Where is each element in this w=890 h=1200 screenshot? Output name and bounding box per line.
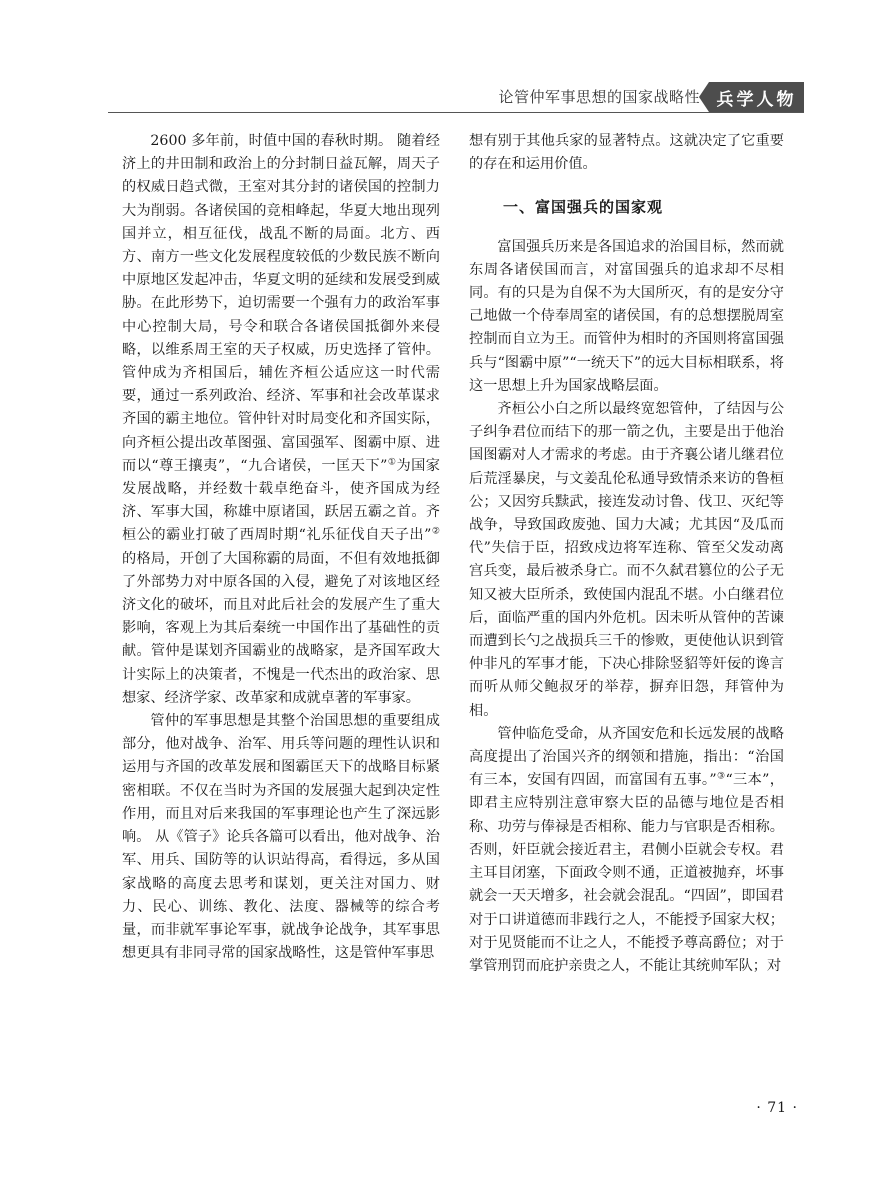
page-number: · 71 · xyxy=(756,1100,798,1116)
section-heading: 一、富国强兵的国家观 xyxy=(503,198,664,217)
header-rule xyxy=(108,112,804,113)
paragraph-continuation: 想有别于其他兵家的显著特点。这就决定了它重要的存在和运用价值。 xyxy=(469,133,784,173)
paragraph-text: 管仲临危受命，从齐国安危和长远发展的战略高度提出了治国兴齐的纲领和措施，指出：“治国有三本，安国有四固，而富国有五事。” xyxy=(469,725,784,789)
left-column xyxy=(122,130,440,965)
paragraph-text: 为国家发展战略，并经数十载卓绝奋斗，使齐国成为经济、军事大国，称雄中原诸国，跃居五霸之首。齐桓公的霸业打破了西周时期“礼乐征伐自天子出” xyxy=(122,457,440,544)
paragraph: 管仲的军事思想是其整个治国思想的重要组成部分，他对战争、治军、用兵等问题的理性认识和运用与齐国的改革发展和图霸匡天下的战略目标紧密相联。不仅在当时为齐国的发展强大起到决定性作用，而且对后来我国的军事理论也产生了深远影响。 从《管子》论兵各篇可以看出，他对战争、治军、用兵、国防等的认识站得高，看得远，多从国家战略的高度去思考和谋划，更关注对国力、财力、民心、训练、教化、法度、器械等的综合考量，而非就军事论军事，就战争论战争，其军事思想更具有非同寻常的国家战略性，这是管仲军事思 xyxy=(122,713,440,962)
footnote-ref: ① xyxy=(387,457,397,468)
paragraph: 富国强兵历来是各国追求的治国目标，然而就东周各诸侯国而言，对富国强兵的追求却不尽相同。有的只是为自保不为大国所灭，有的是安分守己地做一个侍奉周室的诸侯国，有的总想摆脱周室控制而自立为王。而管仲为相时的齐国则将富国强兵与“图霸中原”“一统天下”的远大目标相联系，将这一思想上升为国家战略层面。 xyxy=(469,238,784,394)
right-column xyxy=(469,130,784,978)
footnote-ref: ③ xyxy=(716,771,726,782)
paragraph-text: 的格局，开创了大国称霸的局面，不但有效地抵御了外部势力对中原各国的入侵，避免了对该地区经济文化的破坏，而且对此后社会的发展产生了重大影响，客观上为其后秦统一中国作出了基础性的贡献。管仲是谋划齐国霸业的战略家，是齐国军政大计实际上的决策者，不愧是一代杰出的政治家、思想家、经济学家、改革家和成就卓著的军事家。 xyxy=(122,550,440,706)
column-tag: 兵学人物 xyxy=(709,82,804,112)
paragraph xyxy=(469,723,784,978)
running-header-title: 论管仲军事思想的国家战略性 xyxy=(498,88,700,106)
running-header xyxy=(0,78,890,114)
paragraph: 齐桓公小白之所以最终宽恕管仲，了结因与公子纠争君位而结下的那一箭之仇，主要是出于他治国图霸对人才需求的考虑。由于齐襄公诸儿继君位后荒淫暴戾，与文姜乱伦私通导致情杀来访的鲁桓公；又因穷兵黩武，接连发动讨鲁、伐卫、灭纪等战争，导致国政废弛、国力大减；尤其因“及瓜而代”失信于臣，招致戍边将军连称、管至父发动离宫兵变，最后被杀身亡。而不久弑君篡位的公子无知又被大臣所杀，致使国内混乱不堪。小白继君位后，面临严重的国内外危机。因未听从管仲的苦谏而遭到长勺之战损兵三千的惨败，更使他认识到管仲非凡的军事才能，下决心排除竖貂等奸佞的谗言而听从师父鲍叔牙的举荐，摒弃旧怨，拜管仲为相。 xyxy=(469,401,784,719)
paragraph xyxy=(122,130,440,710)
footnote-ref: ② xyxy=(431,526,440,537)
paragraph-text: 2600 多年前，时值中国的春秋时期。 随着经济上的井田制和政治上的分封制日益瓦解，周天子的权威日趋式微，王室对其分封的诸侯国的控制力大为削弱。各诸侯国的竞相峰起，华夏大地出现列国并立，相互征伐，战乱不断的局面。北方、西方、南方一些文化发展程度较低的少数民族不断向中原地区发起冲击，华夏文明的延续和发展受到威胁。在此形势下，迫切需要一个强有力的政治军事中心控制大局，号令和联合各诸侯国抵御外来侵略，以维系周王室的天子权威，历史选择了管仲。管仲成为齐相国后，辅佐齐桓公适应这一时代需要，通过一系列政治、经济、军事和社会改革谋求齐国的霸主地位。管仲针对时局变化和齐国实际，向齐桓公提出改革图强、富国强军、图霸中原、进而以“尊王攘夷”，“九合诸侯，一匡天下” xyxy=(122,133,440,474)
paragraph-text: “三本”，即君主应特别注意审察大臣的品德与地位是否相称、功劳与俸禄是否相称、能力与官职是否相称。否则，奸臣就会接近君主，君侧小臣就会专权。君主耳目闭塞，下面政令则不通，正道被抛弃，坏事就会一天天增多，社会就会混乱。“四固”，即国君对于口讲道德而非践行之人，不能授予国家大权；对于见贤能而不让之人，不能授予尊高爵位；对于掌管刑罚而庇护亲贵之人，不能让其统帅军队；对 xyxy=(469,772,784,974)
